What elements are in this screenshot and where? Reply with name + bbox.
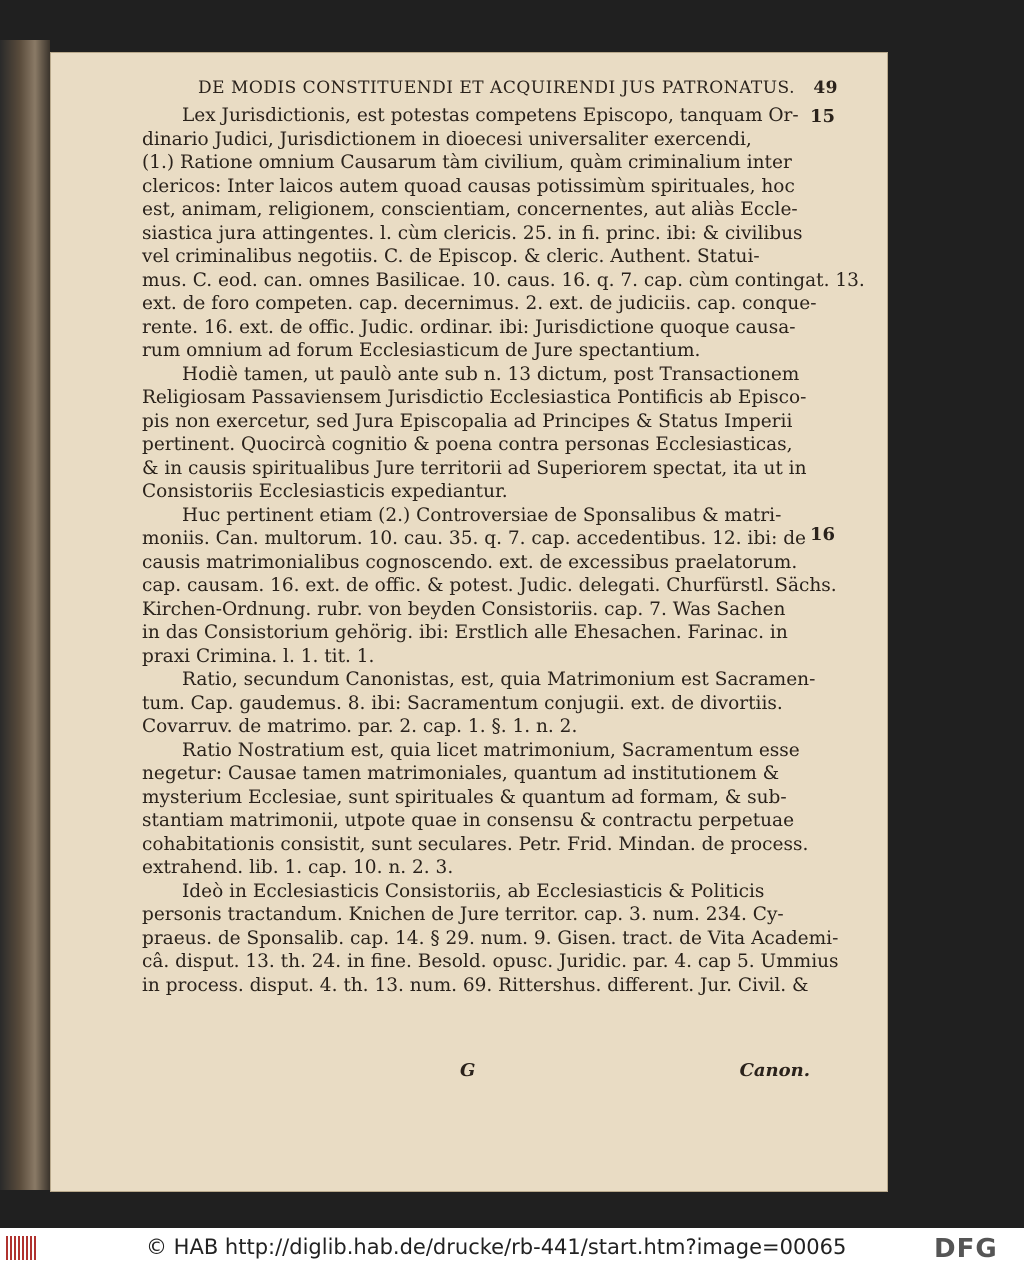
text-line: moniis. Can. multorum. 10. cau. 35. q. 7. cap. accedentibus. 12. ibi: de [142, 528, 807, 549]
text-line: Ratio, secundum Canonistas, est, quia Matrimonium est Sacramen- [182, 669, 816, 690]
dfg-logo: DFG [934, 1234, 998, 1264]
text-line: siastica jura attingentes. l. cùm clericis. 25. in fi. princ. ibi: & civilibus [142, 222, 803, 244]
running-head [198, 78, 838, 98]
text-line: mysterium Ecclesiae, sunt spirituales & quantum ad formam, & sub- [142, 786, 787, 808]
text-line: extrahend. lib. 1. cap. 10. n. 2. 3. [142, 857, 454, 878]
book-spine [0, 40, 50, 1190]
text-line: negetur: Causae tamen matrimoniales, quantum ad institutionem & [142, 763, 780, 784]
viewer-footer-bar [0, 1228, 1024, 1268]
text-line: & in causis spiritualibus Jure territorii ad Superiorem spectat, ita ut in [142, 457, 807, 479]
margin-number-15: 15 [810, 106, 836, 127]
running-head-title: DE MODIS CONSTITUENDI ET ACQUIRENDI JUS PATRONATUS. [198, 78, 795, 98]
page-number: 49 [813, 78, 838, 98]
text-line: est, animam, religionem, conscientiam, concernentes, aut aliàs Eccle- [142, 199, 798, 220]
text-line: pertinent. Quocircà cognitio & poena contra personas Ecclesiasticas, [142, 434, 793, 455]
text-line: cap. causam. 16. ext. de offic. & potest. Judic. delegati. Churfürstl. Sächs. [142, 575, 837, 596]
catchword: Canon. [739, 1060, 810, 1081]
text-line: in das Consistorium gehörig. ibi: Erstlich alle Ehesachen. Farinac. in [142, 622, 788, 643]
text-line: in process. disput. 4. th. 13. num. 69. Rittershus. different. Jur. Civil. & [142, 974, 809, 996]
text-line: praeus. de Sponsalib. cap. 14. § 29. num. 9. Gisen. tract. de Vita Academi- [142, 927, 839, 949]
text-line: rente. 16. ext. de offic. Judic. ordinar. ibi: Jurisdictione quoque causa- [142, 316, 796, 338]
text-line: Kirchen-Ordnung. rubr. von beyden Consistoriis. cap. 7. Was Sachen [142, 598, 786, 620]
text-line: mus. C. eod. can. omnes Basilicae. 10. caus. 16. q. 7. cap. cùm contingat. 13. [142, 269, 865, 291]
text-line: praxi Crimina. l. 1. tit. 1. [142, 645, 375, 667]
text-line: pis non exercetur, sed Jura Episcopalia ad Principes & Status Imperii [142, 410, 793, 432]
text-line: Consistoriis Ecclesiasticis expediantur. [142, 481, 508, 502]
text-line: dinario Judici, Jurisdictionem in dioecesi universaliter exercendi, [142, 128, 752, 150]
text-line: personis tractandum. Knichen de Jure territor. cap. 3. num. 234. Cy- [142, 904, 784, 925]
text-line: Hodiè tamen, ut paulò ante sub n. 13 dictum, post Transactionem [182, 363, 800, 385]
barcode-icon [6, 1236, 38, 1260]
text-line: clericos: Inter laicos autem quoad causas potissimùm spirituales, hoc [142, 175, 795, 197]
text-line: câ. disput. 13. th. 24. in fine. Besold. opusc. Juridic. par. 4. cap 5. Ummius [142, 951, 839, 972]
text-line: vel criminalibus negotiis. C. de Episcop. & cleric. Authent. Statui- [142, 246, 760, 267]
text-line: cohabitationis consistit, sunt seculares. Petr. Frid. Mindan. de process. [142, 833, 809, 855]
text-line: ext. de foro competen. cap. decernimus. 2. ext. de judiciis. cap. conque- [142, 293, 817, 314]
text-line: causis matrimonialibus cognoscendo. ext. de excessibus praelatorum. [142, 551, 798, 573]
text-line: stantiam matrimonii, utpote quae in consensu & contractu perpetuae [142, 810, 795, 831]
text-line: rum omnium ad forum Ecclesiasticum de Jure spectantium. [142, 340, 701, 361]
text-line: tum. Cap. gaudemus. 8. ibi: Sacramentum conjugii. ext. de divortiis. [142, 692, 783, 714]
text-line: Lex Jurisdictionis, est potestas competens Episcopo, tanquam Or- [182, 105, 799, 126]
margin-number-16: 16 [810, 524, 836, 545]
copyright-link[interactable]: © HAB http://diglib.hab.de/drucke/rb-441/start.htm?image=00065 [146, 1235, 847, 1259]
text-line: Covarruv. de matrimo. par. 2. cap. 1. §. 1. n. 2. [142, 716, 578, 737]
book-page [50, 52, 888, 1192]
signature-mark: G [460, 1060, 476, 1081]
text-line: Religiosam Passaviensem Jurisdictio Ecclesiastica Pontificis ab Episco- [142, 387, 807, 408]
text-line: Ratio Nostratium est, quia licet matrimonium, Sacramentum esse [182, 739, 800, 761]
text-line: (1.) Ratione omnium Causarum tàm civilium, quàm criminalium inter [142, 152, 792, 173]
text-line: Huc pertinent etiam (2.) Controversiae de Sponsalibus & matri- [182, 504, 782, 526]
text-line: Ideò in Ecclesiasticis Consistoriis, ab Ecclesiasticis & Politicis [182, 880, 765, 902]
